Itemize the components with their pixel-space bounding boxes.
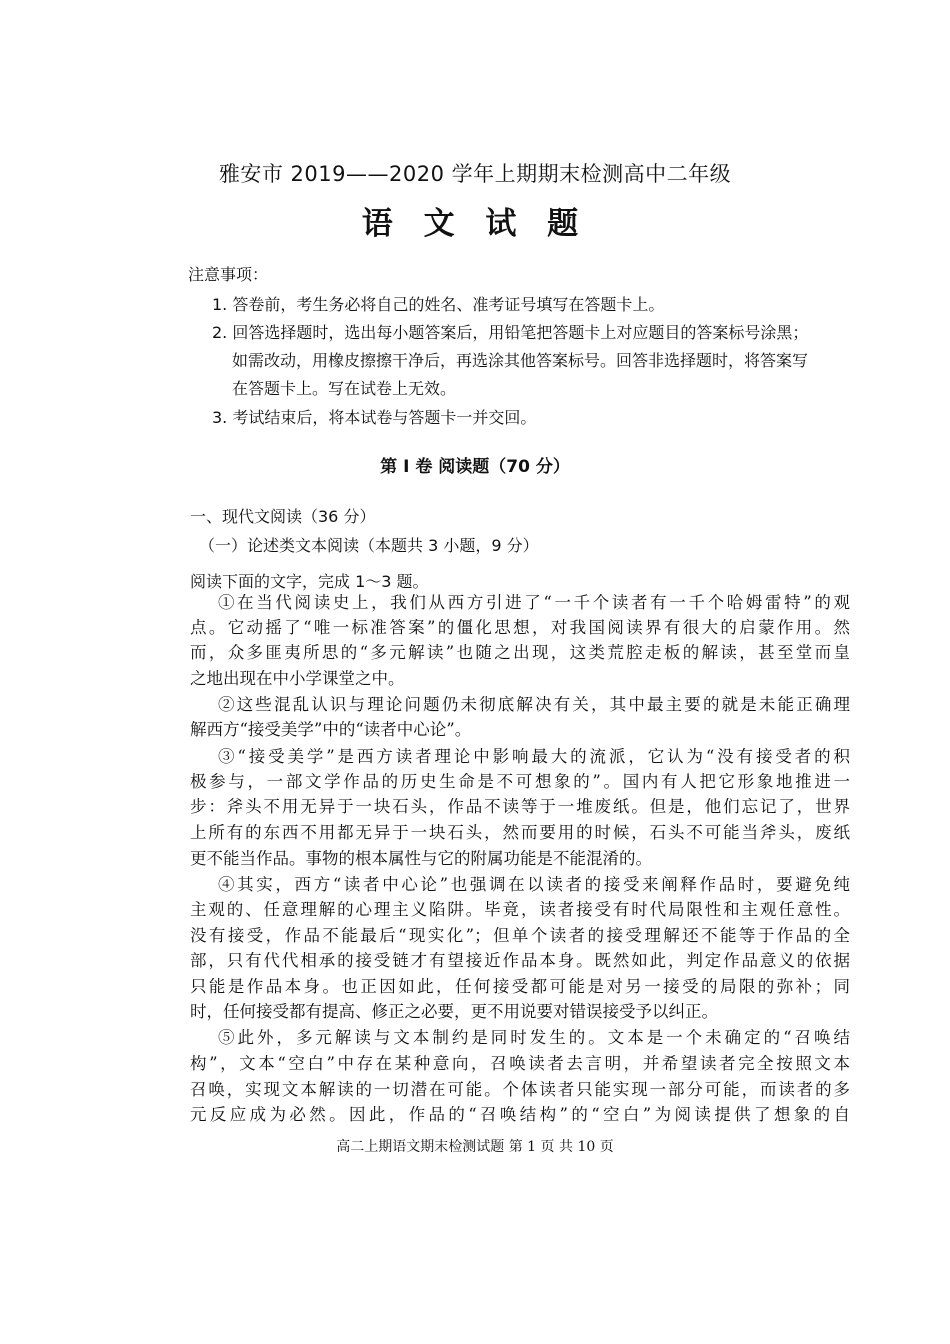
passage-line: ①在当代阅读史上，我们从西方引进了“一千个读者有一千个哈姆雷特”的观: [218, 593, 850, 612]
section-heading: 第 I 卷 阅读题（70 分）: [380, 457, 570, 477]
passage-line: ④其实，西方“读者中心论”也强调在以读者的接受来阐释作品时，要避免纯: [218, 875, 850, 894]
passage-line: 上所有的东西不用都无异于一块石头，然而要用的时候，石头不可能当斧头，废纸: [190, 823, 850, 842]
passage-line: ⑤此外，多元解读与文本制约是同时发生的。文本是一个未确定的“召唤结: [218, 1028, 850, 1047]
passage-line: 部，只有代代相承的接受链才有望接近作品本身。既然如此，判定作品意义的依据: [190, 951, 850, 970]
passage-line: 构”，文本“空白”中存在某种意向，召唤读者去言明，并希望读者完全按照文本: [190, 1054, 850, 1073]
notice-item: 1. 答卷前，考生务必将自己的姓名、准考证号填写在答题卡上。: [212, 295, 665, 314]
notice-item: 在答题卡上。写在试卷上无效。: [232, 379, 457, 398]
passage-line: 时，任何接受都有提高、修正之必要，更不用说要对错误接受予以纠正。: [190, 1002, 718, 1021]
notice-item: 如需改动，用橡皮擦擦干净后，再选涂其他答案标号。回答非选择题时，将答案写: [232, 351, 809, 370]
passage-line: 只能是作品本身。也正因如此，任何接受都可能是对另一接受的局限的弥补；同: [190, 977, 850, 996]
passage-line: 元反应成为必然。因此，作品的“召唤结构”的“空白”为阅读提供了想象的自: [190, 1105, 850, 1124]
passage-line: 没有接受，作品不能最后“现实化”；但单个读者的接受理解还不能等于作品的全: [190, 926, 850, 945]
passage-line: 极参与，一部文学作品的历史生命是不可想象的”。国内有人把它形象地推进一: [190, 772, 850, 791]
passage-line: 更不能当作品。事物的根本属性与它的附属功能是不能混淆的。: [190, 849, 652, 868]
passage-line: 召唤，实现文本解读的一切潜在可能。个体读者只能实现一部分可能，而读者的多: [190, 1080, 850, 1099]
notice-item: 2. 回答选择题时，选出每小题答案后，用铅笔把答题卡上对应题目的答案标号涂黑；: [212, 323, 809, 342]
passage-line: 点。它动摇了“唯一标准答案”的僵化思想，对我国阅读界有很大的启蒙作用。然: [190, 618, 850, 637]
subject-title: 语 文 试 题: [361, 206, 589, 242]
part-one-heading: 一、现代文阅读（36 分）: [190, 507, 376, 526]
passage-line: 主观的、任意理解的心理主义陷阱。毕竟，读者接受有时代局限性和主观任意性。: [190, 900, 850, 919]
passage-line: 而，众多匪夷所思的“多元解读”也随之出现，这类荒腔走板的解读，甚至堂而皇: [190, 643, 850, 662]
passage-line: 之地出现在中小学课堂之中。: [190, 669, 405, 688]
reading-instruction: 阅读下面的文字，完成 1～3 题。: [190, 572, 429, 591]
part-one-subheading: （一）论述类文本阅读（本题共 3 小题，9 分）: [199, 536, 539, 555]
passage-line: ③“接受美学”是西方读者理论中影响最大的流派，它认为“没有接受者的积: [218, 747, 850, 766]
notice-item: 3. 考试结束后，将本试卷与答题卡一并交回。: [212, 408, 537, 427]
exam-title: 雅安市 2019——2020 学年上期期末检测高中二年级: [218, 162, 732, 186]
passage-line: ②这些混乱认识与理论问题仍未彻底解决有关，其中最主要的就是未能正确理: [218, 695, 850, 714]
passage-line: 解西方“接受美学”中的“读者中心论”。: [190, 720, 472, 739]
page-footer: 高二上期语文期末检测试题 第 1 页 共 10 页: [336, 1139, 614, 1155]
notice-heading: 注意事项：: [188, 265, 269, 284]
passage-line: 步：斧头不用无异于一块石头，作品不读等于一堆废纸。但是，他们忘记了，世界: [190, 797, 850, 816]
